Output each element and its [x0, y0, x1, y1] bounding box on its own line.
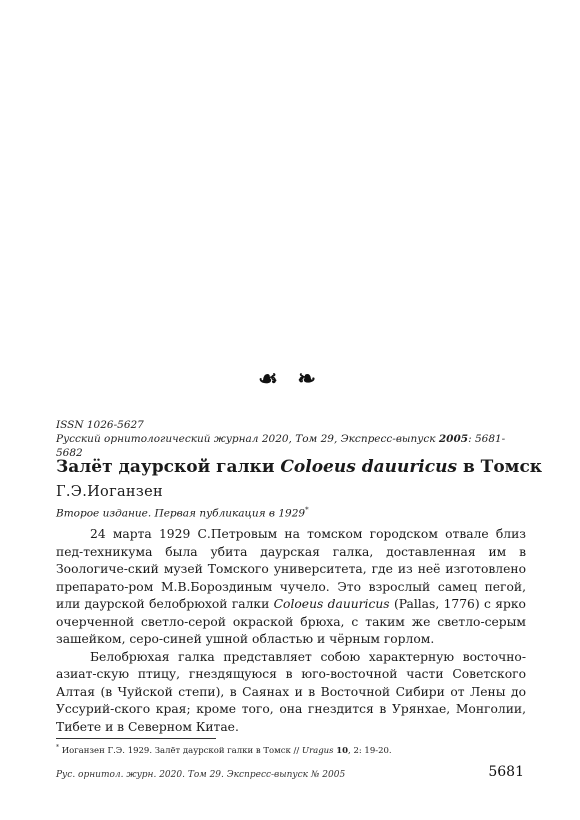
footnote — [56, 744, 392, 756]
article-title — [56, 456, 543, 478]
author: Г.Э.Иоганзен — [56, 484, 163, 500]
edition-mark: * — [305, 506, 309, 514]
paragraph-1 — [56, 526, 526, 649]
article-body — [56, 526, 526, 736]
footnote-mark: * — [56, 744, 59, 751]
title-part1: Залёт даурской галки — [56, 457, 275, 477]
footnote-volume: 10 — [336, 745, 349, 756]
edition-text: Второе издание. Первая публикация в 1929 — [56, 507, 306, 520]
page-number: 5681 — [488, 764, 524, 780]
journal-prefix: Русский орнитологический журнал 2020, Том 29, Экспресс-выпуск — [56, 433, 436, 445]
journal-meta — [56, 418, 526, 460]
journal-pages: : 5681-5682 — [56, 433, 506, 459]
footnote-rest: , 2: 19-20. — [348, 745, 392, 756]
paragraph-2: Белобрюхая галка представляет собою характерную восточно-азиат-скую птицу, гнездящуюся в юго-восточной части Советского Алтая (в Чуйской степи), в Саянах и в Восточной Сибири от Лены до Уссурий-ского края; кроме того, она гнездится в Урянхае, Монголии, Тибете и в Северном Китае. — [56, 649, 526, 734]
journal-issue: 2005 — [438, 433, 469, 445]
footnote-rule — [56, 738, 216, 739]
issn: ISSN 1026-5627 — [56, 419, 144, 431]
running-footer: Рус. орнитол. журн. 2020. Том 29. Экспресс-выпуск № 2005 — [56, 770, 346, 780]
footnote-text: Иоганзен Г.Э. 1929. Залёт даурской галки в Томск // — [61, 745, 300, 756]
edition-note — [56, 506, 309, 520]
footnote-journal: Uragus — [301, 745, 334, 756]
p1-latin: Coloeus dauuricus — [273, 597, 390, 611]
title-latin: Coloeus dauuricus — [280, 457, 458, 477]
p1-text1: 24 марта 1929 С.Петровым на томском городском отвале близ пед-техникума была убита даурская галка, доставленная им в Зоологиче-ский музей Томского университета, где из неё изготовлено препарато-ром М.В.Бороздиным чучело. Это взрослый самец пегой, или даурской белобрюхой галки — [56, 527, 526, 611]
title-part2: в Томск — [462, 457, 543, 477]
ornament-dingbat: ☙ ❧ — [258, 366, 322, 392]
p1-text2: (Pallas, 1776) с ярко очерченной светло-серой окраской брюха, с таким же светло-серым зашейком, серо-синей ушной областью и чёрным горлом. — [56, 597, 526, 646]
